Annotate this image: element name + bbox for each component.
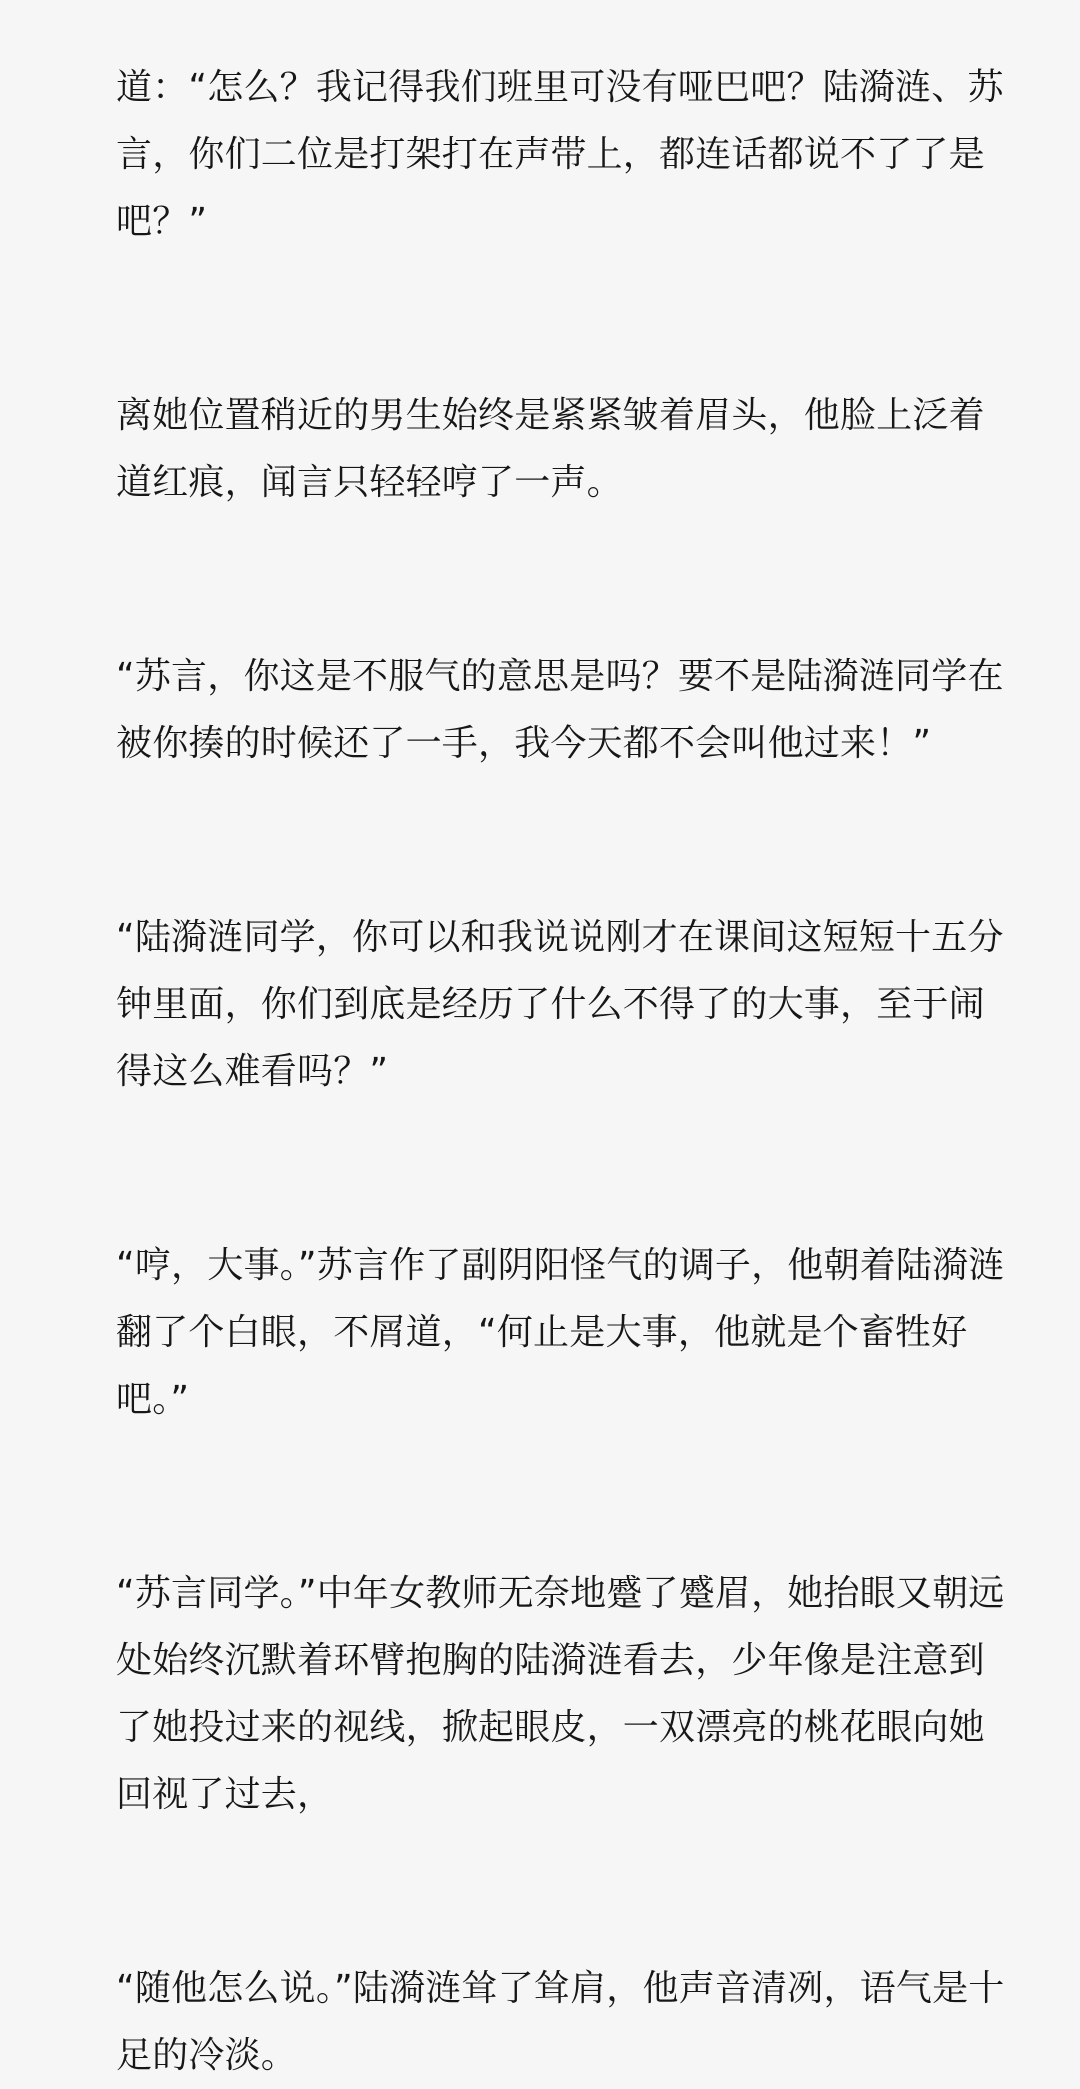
paragraph-3: “苏言，你这是不服气的意思是吗？要不是陆漪涟同学在被你揍的时候还了一手，我今天都不会叫他过来！”	[116, 656, 1004, 764]
paragraph-1: 道：“怎么？我记得我们班里可没有哑巴吧？陆漪涟、苏言，你们二位是打架打在声带上，都连话都说不了了是吧？”	[116, 67, 1004, 242]
paragraph-4: “陆漪涟同学，你可以和我说说刚才在课间这短短十五分钟里面，你们到底是经历了什么不得了的大事，至于闹得这么难看吗？”	[116, 917, 1004, 1092]
paragraph-5: “哼，大事。”苏言作了副阴阳怪气的调子，他朝着陆漪涟翻了个白眼，不屑道，“何止是大事，他就是个畜牲好吧。”	[116, 1245, 1005, 1420]
paragraph-6: “苏言同学。”中年女教师无奈地蹙了蹙眉，她抬眼又朝远处始终沉默着环臂抱胸的陆漪涟看去，少年像是注意到了她投过来的视线，掀起眼皮，一双漂亮的桃花眼向她回视了过去，	[116, 1573, 1005, 1815]
paragraph-7: “随他怎么说。”陆漪涟耸了耸肩，他声音清冽，语气是十足的冷淡。	[116, 1968, 1005, 2076]
paragraph-2: 离她位置稍近的男生始终是紧紧皱着眉头，他脸上泛着道红痕，闻言只轻轻哼了一声。	[116, 395, 985, 503]
